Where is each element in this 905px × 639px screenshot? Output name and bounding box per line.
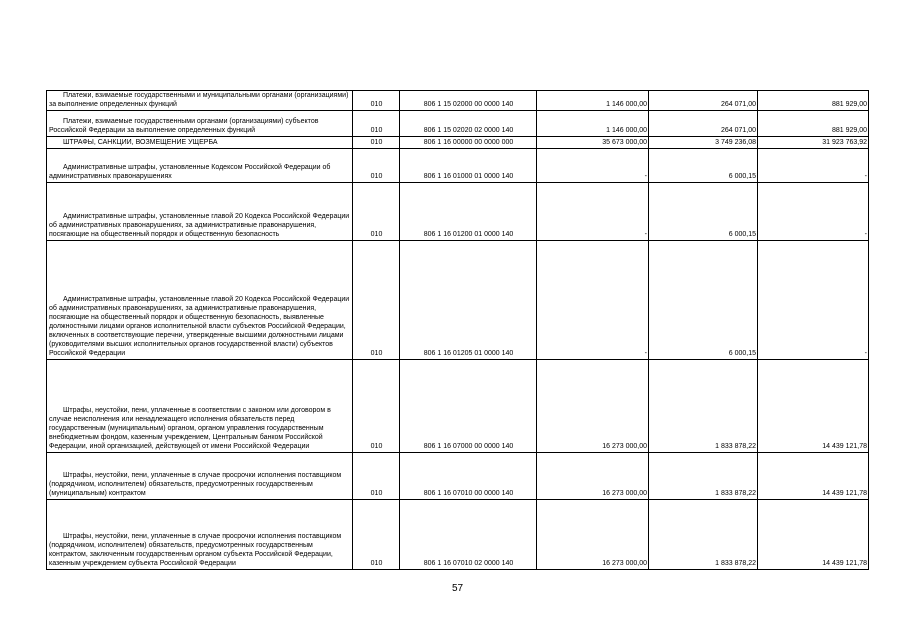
table-row — [47, 91, 869, 111]
row-code: 010 — [353, 111, 400, 137]
row-approved: 1 146 000,00 — [537, 111, 649, 137]
table-row — [47, 149, 869, 183]
row-executed: 3 749 236,08 — [649, 137, 758, 149]
row-unexecuted: 881 929,00 — [758, 91, 869, 111]
row-code: 010 — [353, 91, 400, 111]
row-unexecuted: - — [758, 241, 869, 360]
table-row — [47, 137, 869, 149]
row-code: 010 — [353, 453, 400, 500]
row-code: 010 — [353, 183, 400, 241]
row-name: Административные штрафы, установленные главой 20 Кодекса Российской Федерации об административных правонарушениях, за административные правонарушения, посягающие на общественный порядок и общественную безопасность — [47, 183, 353, 241]
row-executed: 6 000,15 — [649, 149, 758, 183]
row-kbk: 806 1 16 07010 00 0000 140 — [400, 453, 537, 500]
row-unexecuted: - — [758, 149, 869, 183]
row-kbk: 806 1 16 01200 01 0000 140 — [400, 183, 537, 241]
row-executed: 264 071,00 — [649, 91, 758, 111]
row-executed: 1 833 878,22 — [649, 453, 758, 500]
row-kbk: 806 1 15 02000 00 0000 140 — [400, 91, 537, 111]
row-unexecuted: 14 439 121,78 — [758, 500, 869, 570]
table-row — [47, 500, 869, 570]
row-name: Штрафы, неустойки, пени, уплаченные в соответствии с законом или договором в случае неисполнения или ненадлежащего исполнения обязательств перед государственным (муниципальным) органом, органом управления государственным внебюджетным фондом, казенным учреждением, Центральным банком Российской Федерации, иной организацией, действующей от имени Российской Федерации — [47, 360, 353, 453]
row-name: Административные штрафы, установленные главой 20 Кодекса Российской Федерации об административных правонарушениях, за административные правонарушения, посягающие на общественный порядок и общественную безопасность, выявленные должностными лицами органов исполнительной власти субъектов Российской Федерации, включенных в соответствующие перечни, утвержденные высшими должностными лицами (руководителями высших исполнительных органов государственной власти) субъектов Российской Федерации — [47, 241, 353, 360]
row-approved: 16 273 000,00 — [537, 453, 649, 500]
row-kbk: 806 1 16 00000 00 0000 000 — [400, 137, 537, 149]
row-executed: 264 071,00 — [649, 111, 758, 137]
row-kbk: 806 1 16 07000 00 0000 140 — [400, 360, 537, 453]
row-approved: 35 673 000,00 — [537, 137, 649, 149]
row-name: Платежи, взимаемые государственными и муниципальными органами (организациями) за выполнение определенных функций — [47, 91, 353, 111]
row-name: Штрафы, неустойки, пени, уплаченные в случае просрочки исполнения поставщиком (подрядчиком, исполнителем) обязательств, предусмотренных государственным (муниципальным) контрактом — [47, 453, 353, 500]
row-executed: 6 000,15 — [649, 241, 758, 360]
row-executed: 6 000,15 — [649, 183, 758, 241]
row-code: 010 — [353, 241, 400, 360]
row-approved: 1 146 000,00 — [537, 91, 649, 111]
row-unexecuted: 14 439 121,78 — [758, 360, 869, 453]
row-unexecuted: - — [758, 183, 869, 241]
table-row — [47, 453, 869, 500]
row-unexecuted: 31 923 763,92 — [758, 137, 869, 149]
row-name: ШТРАФЫ, САНКЦИИ, ВОЗМЕЩЕНИЕ УЩЕРБА — [47, 137, 353, 149]
table-row — [47, 183, 869, 241]
row-kbk: 806 1 16 07010 02 0000 140 — [400, 500, 537, 570]
row-name: Административные штрафы, установленные Кодексом Российской Федерации об административных правонарушениях — [47, 149, 353, 183]
row-kbk: 806 1 16 01205 01 0000 140 — [400, 241, 537, 360]
row-approved: - — [537, 149, 649, 183]
page-number: 57 — [452, 583, 464, 594]
row-kbk: 806 1 15 02020 02 0000 140 — [400, 111, 537, 137]
row-code: 010 — [353, 149, 400, 183]
row-unexecuted: 881 929,00 — [758, 111, 869, 137]
table-row — [47, 241, 869, 360]
row-executed: 1 833 878,22 — [649, 360, 758, 453]
table-row — [47, 360, 869, 453]
revenue-table — [46, 90, 869, 570]
row-name: Платежи, взимаемые государственными органами (организациями) субъектов Российской Федерации за выполнение определенных функций — [47, 111, 353, 137]
row-code: 010 — [353, 360, 400, 453]
row-executed: 1 833 878,22 — [649, 500, 758, 570]
row-approved: 16 273 000,00 — [537, 360, 649, 453]
row-approved: - — [537, 241, 649, 360]
row-code: 010 — [353, 500, 400, 570]
row-code: 010 — [353, 137, 400, 149]
row-approved: 16 273 000,00 — [537, 500, 649, 570]
row-kbk: 806 1 16 01000 01 0000 140 — [400, 149, 537, 183]
table-row — [47, 111, 869, 137]
row-name: Штрафы, неустойки, пени, уплаченные в случае просрочки исполнения поставщиком (подрядчиком, исполнителем) обязательств, предусмотренных государственным контрактом, заключенным государственным органом субъекта Российской Федерации, казенным учреждением субъекта Российской Федерации — [47, 500, 353, 570]
row-unexecuted: 14 439 121,78 — [758, 453, 869, 500]
row-approved: - — [537, 183, 649, 241]
